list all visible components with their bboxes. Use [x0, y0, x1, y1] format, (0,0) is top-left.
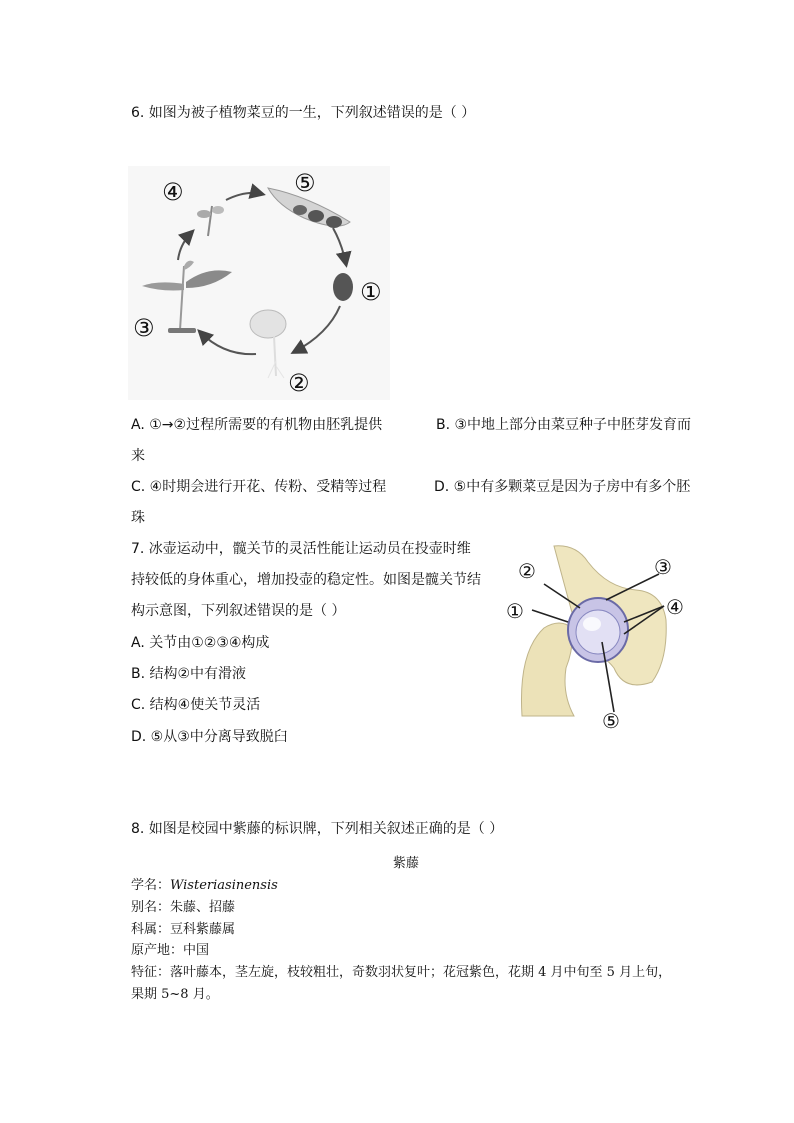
- q6-option-cd-line2: 珠: [131, 510, 145, 526]
- q7-stem-line3: 构示意图，下列叙述错误的是（ ）: [131, 603, 346, 619]
- q7-stem-line2: 持较低的身体重心，增加投壶的稳定性。如图是髋关节结: [131, 572, 481, 588]
- sign-scientific-value: Wisteriasinensis: [170, 878, 278, 893]
- q6-option-c-line1: C. ④时期会进行开花、传粉、受精等过程: [131, 479, 387, 495]
- sign-title: 紫藤: [393, 856, 420, 871]
- q6-option-a-line1: A. ①→②过程所需要的有机物由胚乳提供: [131, 417, 383, 433]
- sign-scientific-name: [131, 875, 278, 896]
- hip-label-5: ⑤: [602, 709, 620, 733]
- stage-1-seed: [333, 273, 353, 301]
- q7-option-a: A. 关节由①②③④构成: [131, 635, 270, 651]
- q6-stem: 6. 如图为被子植物菜豆的一生，下列叙述错误的是（ ）: [131, 105, 476, 121]
- sign-alias: 别名：朱藤、招藤: [131, 900, 236, 915]
- sign-features-line1: 特征：落叶藤本，茎左旋，枝较粗壮，奇数羽状复叶；花冠紫色，花期 4 月中旬至 5 月上旬，: [131, 965, 672, 980]
- q7-stem-line1: 7. 冰壶运动中，髋关节的灵活性能让运动员在投壶时维: [131, 541, 471, 557]
- hip-label-1: ①: [506, 599, 524, 623]
- q7-option-d: D. ⑤从③中分离导致脱臼: [131, 729, 288, 745]
- hip-label-3: ③: [654, 555, 672, 579]
- hip-label-2: ②: [518, 559, 536, 583]
- hip-label-4: ④: [666, 595, 684, 619]
- q7-option-c: C. 结构④使关节灵活: [131, 697, 261, 713]
- lifecycle-label-3: ③: [133, 314, 155, 342]
- lifecycle-label-2: ②: [288, 369, 310, 397]
- hip-joint-figure: [504, 544, 696, 736]
- q6-option-d-line1: D. ⑤中有多颗菜豆是因为子房中有多个胚: [434, 479, 691, 495]
- q8-stem: 8. 如图是校园中紫藤的标识牌，下列相关叙述正确的是（ ）: [131, 821, 504, 837]
- sign-family: 科属：豆科紫藤属: [131, 922, 236, 937]
- q6-option-b-line1: B. ③中地上部分由菜豆种子中胚芽发育而: [436, 417, 692, 433]
- lifecycle-label-1: ①: [360, 278, 382, 306]
- lifecycle-label-5: ⑤: [294, 169, 316, 197]
- sign-origin: 原产地：中国: [131, 943, 210, 958]
- sign-features-line2: 果期 5~8 月。: [131, 987, 219, 1002]
- lifecycle-label-4: ④: [162, 178, 184, 206]
- q6-option-ab-line2: 来: [131, 448, 145, 464]
- sign-scientific-label: 学名：: [131, 878, 171, 893]
- q7-option-b: B. 结构②中有滑液: [131, 666, 247, 682]
- bean-lifecycle-figure: [128, 166, 390, 400]
